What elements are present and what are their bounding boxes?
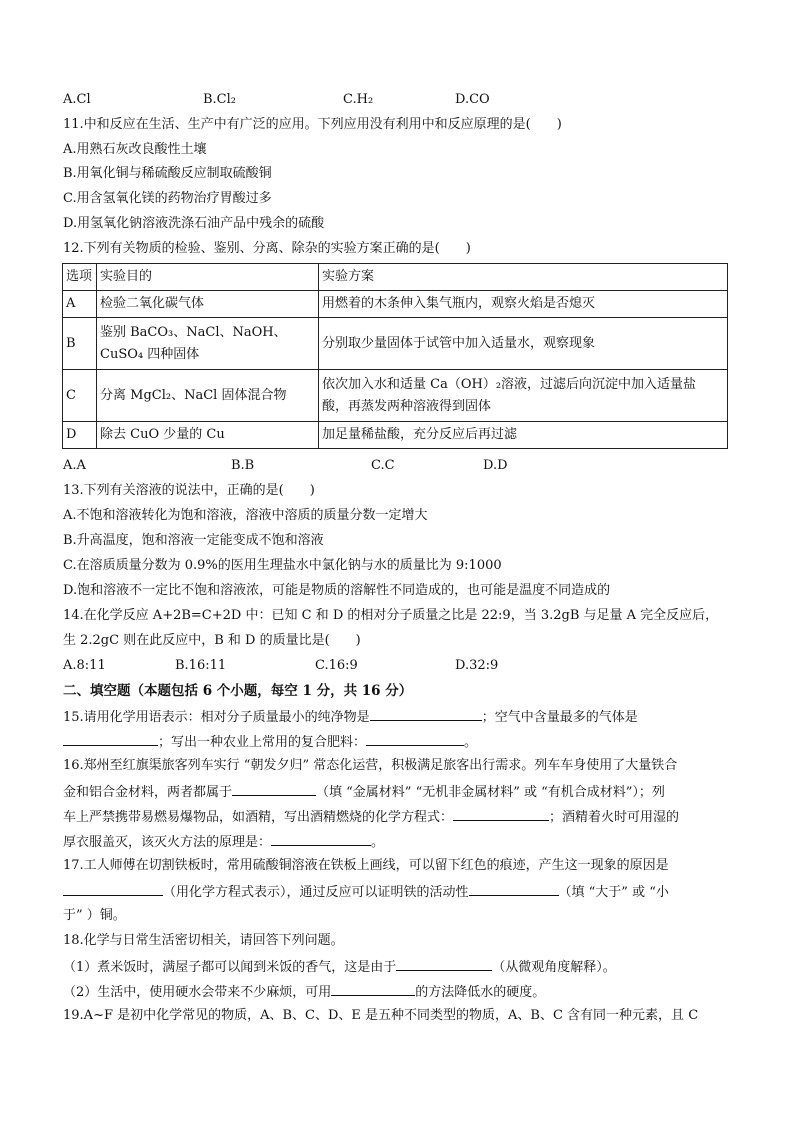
q12-option-a: A.A [63,458,86,473]
table-cell-purpose: 检验二氧化碳气体 [97,291,319,318]
q17-line1: 17.工人师傅在切割铁板时，常用硫酸铜溶液在铁板上画线，可以留下红色的痕迹，产生这一现象的原因是 [63,858,669,873]
table-row [63,291,728,318]
section-heading: 二、填空题（本题包括 6 个小题，每空 1 分，共 16 分） [63,683,413,699]
q18-text: 的方法降低水的硬度。 [415,985,546,1000]
q16-text: 厚衣服盖灭，该灭火方法的原理是： [63,835,272,850]
purpose-line: 鉴别 BaCO₃、NaCl、NaOH、 [100,324,287,340]
answer-blank[interactable] [331,982,415,996]
purpose-line: CuSO₄ 四种固体 [100,346,200,362]
q18-text: （从微观角度解释）。 [492,960,616,975]
q14-stem-line1: 14.在化学反应 A+2B=C+2D 中：已知 C 和 D 的相对分子质量之比是 22:9，当 3.2gB 与足量 A 完全反应后， [63,608,719,623]
table-header-cell: 实验方案 [319,264,728,291]
table-header-row [63,264,728,291]
q16-line4 [63,832,384,852]
table-header-cell: 实验目的 [97,264,319,291]
q15-text: ；空气中含量最多的气体是 [481,710,638,725]
q12-option-b: B.B [231,458,255,473]
answer-blank[interactable] [469,882,559,896]
table-cell-option: C [63,370,97,422]
table-cell-purpose [97,318,319,370]
q14-stem-line2: 生 2.2gC 则在此反应中，B 和 D 的质量比是( ) [63,633,361,648]
q10-option-c: C.H₂ [343,92,374,107]
answer-blank[interactable] [366,732,464,746]
q17-text: （用化学方程式表示），通过反应可以证明铁的活动性 [163,885,469,900]
plan-line: 依次加入水和适量 Ca（OH）₂溶液，过滤后向沉淀中加入适量盐 [322,376,697,392]
table-cell-plan: 加足量稀盐酸，充分反应后再过滤 [319,422,728,449]
q15-text: 15.请用化学用语表示：相对分子质量最小的纯净物是 [63,710,370,725]
q13-stem: 13.下列有关溶液的说法中，正确的是( ) [63,483,315,498]
q13-option-c: C.在溶质质量分数为 0.9%的医用生理盐水中氯化钠与水的质量比为 9:1000 [63,558,502,573]
q11-option-b: B.用氧化铜与稀硫酸反应制取硫酸铜 [63,166,272,181]
q12-option-c: C.C [371,458,395,473]
q15-text: 。 [464,735,478,750]
answer-blank[interactable] [63,882,163,896]
table-header-cell: 选项 [63,264,97,291]
q13-option-a: A.不饱和溶液转化为饱和溶液，溶液中溶质的质量分数一定增大 [63,508,428,523]
q17-line3: 于” ）铜。 [63,908,126,923]
q15-text: ；写出一种农业上常用的复合肥料： [158,735,367,750]
answer-blank[interactable] [63,732,158,746]
q11-option-d: D.用氢氧化钠溶液洗涤石油产品中残余的硫酸 [63,216,325,231]
q13-option-b: B.升高温度，饱和溶液一定能变成不饱和溶液 [63,533,324,548]
q18-text: （2）生活中，使用硬水会带来不少麻烦，可用 [63,985,332,1000]
q14-option-c: C.16:9 [315,658,358,673]
q18-text: （1）煮米饭时，满屋子都可以闻到米饭的香气，这是由于 [63,960,397,975]
q16-line1: 16.郑州至红旗渠旅客列车实行 “朝发夕归” 常态化运营，积极满足旅客出行需求。列车车身使用了大量铁合 [63,758,678,773]
q16-line2 [63,782,665,802]
q18-stem: 18.化学与日常生活密切相关，请回答下列问题。 [63,933,344,948]
table-cell-plan: 用燃着的木条伸入集气瓶内，观察火焰是否熄灭 [319,291,728,318]
q17-text: （填 “大于” 或 “小 [558,885,669,900]
q17-line2 [63,882,669,902]
table-cell-option: D [63,422,97,449]
q15-line2 [63,732,477,752]
table-cell-option: B [63,318,97,370]
answer-blank[interactable] [232,782,316,796]
q15-line1 [63,707,638,727]
q11-option-c: C.用含氢氧化镁的药物治疗胃酸过多 [63,191,272,206]
table-cell-purpose: 除去 CuO 少量的 Cu [97,422,319,449]
q12-table [62,263,728,449]
q19-line1: 19.A~F 是初中化学常见的物质，A、B、C、D、E 是五种不同类型的物质，A、B、C 含有同一种元素，且 C [63,1008,699,1023]
answer-blank[interactable] [396,957,492,971]
q10-option-d: D.CO [455,92,490,107]
q18-sub2 [63,982,545,1002]
q11-option-a: A.用熟石灰改良酸性土壤 [63,142,207,157]
q14-option-b: B.16:11 [175,658,227,673]
answer-blank[interactable] [271,832,371,846]
q13-option-d: D.饱和溶液不一定比不饱和溶液浓，可能是物质的溶解性不同造成的，也可能是温度不同造成的 [63,583,611,598]
q16-text: ；酒精着火时可用湿的 [549,810,680,825]
q10-option-b: B.Cl₂ [203,92,237,107]
q16-text: 。 [371,835,385,850]
q12-stem: 12.下列有关物质的检验、鉴别、分离、除杂的实验方案正确的是( ) [63,241,471,256]
table-row [63,422,728,449]
table-cell-option: A [63,291,97,318]
table-cell-plan: 分别取少量固体于试管中加入适量水，观察现象 [319,318,728,370]
answer-blank[interactable] [453,807,549,821]
q16-text: 车上严禁携带易燃易爆物品，如酒精，写出酒精燃烧的化学方程式： [63,810,454,825]
q18-sub1 [63,957,616,977]
table-row [63,370,728,422]
table-cell-plan [319,370,728,422]
q16-text: （填 “金属材料” “无机非金属材料” 或 “有机合成材料”）；列 [316,785,665,800]
q12-option-d: D.D [483,458,508,473]
plan-line: 酸，再蒸发两种溶液得到固体 [322,398,492,414]
table-cell-purpose: 分离 MgCl₂、NaCl 固体混合物 [97,370,319,422]
q14-option-a: A.8:11 [63,658,106,673]
q16-text: 金和铝合金材料，两者都属于 [63,785,233,800]
q11-stem: 11.中和反应在生活、生产中有广泛的应用。下列应用没有利用中和反应原理的是( ) [63,117,562,132]
q16-line3 [63,807,679,827]
answer-blank[interactable] [370,707,482,721]
q10-option-a: A.Cl [63,92,91,107]
table-row [63,318,728,370]
q14-option-d: D.32:9 [455,658,499,673]
